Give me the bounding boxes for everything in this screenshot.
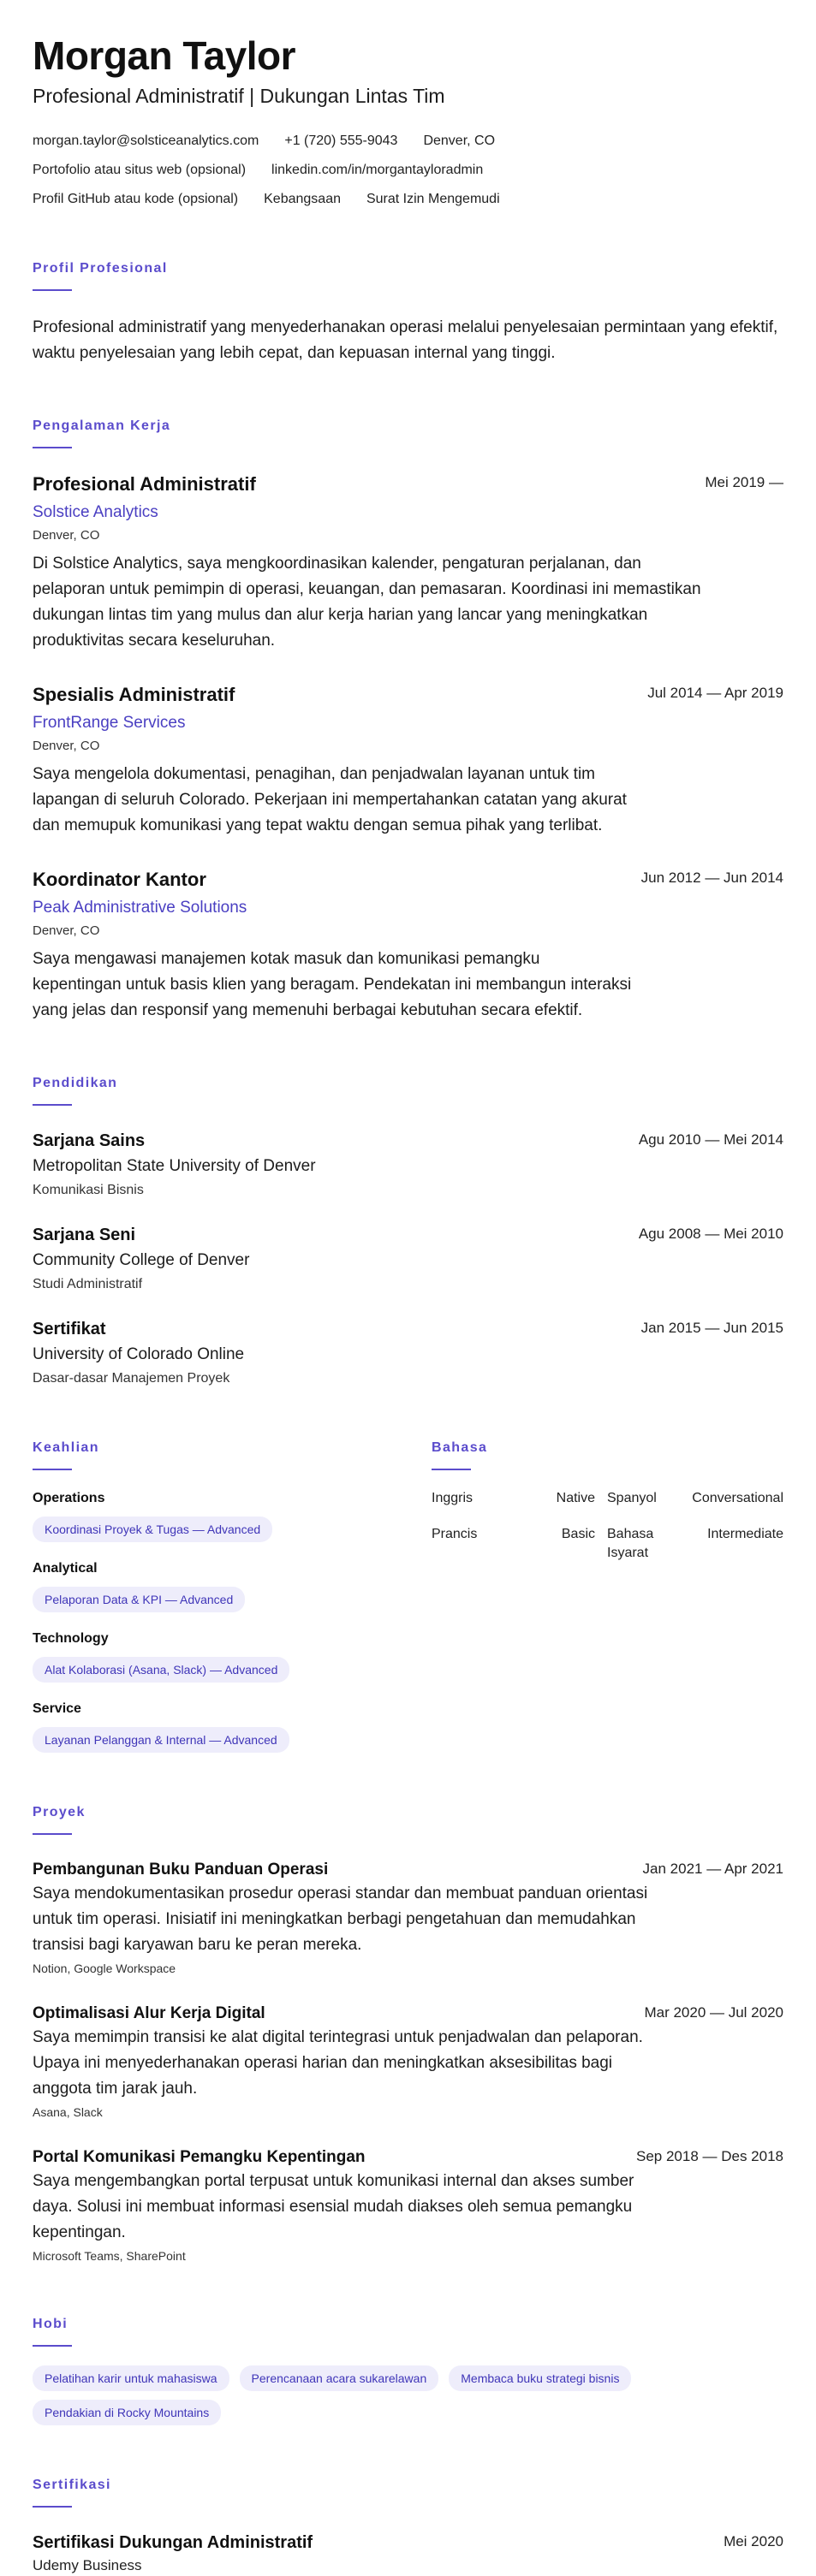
github-link[interactable]: Profil GitHub atau kode (opsional) (33, 192, 239, 206)
study-field: Studi Administratif (33, 1277, 143, 1291)
section-title: Bahasa (432, 1440, 488, 1455)
projects-section (33, 1804, 783, 2264)
section-title: Profil Profesional (33, 261, 168, 276)
linkedin-link[interactable]: linkedin.com/in/morgantayloradmin (271, 163, 484, 177)
skill-group (33, 1489, 432, 1542)
project-tools: Notion, Google Workspace (33, 1962, 176, 1975)
language-level: Basic (561, 1527, 595, 1541)
language-level: Conversational (692, 1491, 783, 1505)
hobbies-section (33, 2316, 783, 2425)
project-entry (33, 1859, 783, 1977)
education-entry (33, 1318, 783, 1388)
project-title: Pembangunan Buku Panduan Operasi (33, 1861, 329, 1879)
education-section (33, 1075, 783, 1388)
certifications-list (33, 2531, 783, 2576)
skill-category: Operations (33, 1491, 105, 1505)
skill-chip: Koordinasi Proyek & Tugas — Advanced (33, 1517, 272, 1542)
skill-chip: Alat Kolaborasi (Asana, Slack) — Advanced (33, 1657, 289, 1683)
project-entry (33, 2003, 783, 2121)
section-title: Keahlian (33, 1440, 99, 1455)
section-divider (33, 1104, 72, 1106)
project-title: Portal Komunikasi Pemangku Kepentingan (33, 2148, 366, 2166)
language-level: Intermediate (707, 1527, 783, 1541)
skill-group (33, 1629, 432, 1683)
experience-section (33, 418, 783, 1024)
skill-chip: Layanan Pelanggan & Internal — Advanced (33, 1727, 289, 1753)
skill-group (33, 1559, 432, 1612)
language-name: Spanyol (607, 1491, 657, 1505)
certification-entry (33, 2531, 783, 2576)
phone-text: +1 (720) 555-9043 (284, 134, 398, 148)
project-dates: Mar 2020 — Jul 2020 (644, 2004, 783, 2021)
job-description: Di Solstice Analytics, saya mengkoordinasikan kalender, pengaturan perjalanan, dan pelaporan untuk pemimpin di operasi, keuangan, dan pemasaran. Koordinasi ini memastikan dukungan lintas tim yang mulus dan alur kerja harian yang lancar yang meningkatkan produktivitas secara keseluruhan. (33, 555, 701, 650)
degree-title: Sarjana Sains (33, 1131, 146, 1150)
language-name: Prancis (432, 1527, 478, 1541)
hobby-chip: Membaca buku strategi bisnis (449, 2365, 631, 2391)
email-link[interactable]: morgan.taylor@solsticeanalytics.com (33, 134, 259, 148)
project-tools: Microsoft Teams, SharePoint (33, 2249, 186, 2263)
candidate-name: Morgan Taylor (33, 33, 296, 78)
language-name: Bahasa Isyarat (607, 1527, 654, 1560)
certification-title: Sertifikasi Dukungan Administratif (33, 2533, 313, 2552)
skills-section (33, 1439, 432, 1753)
section-divider (33, 2345, 72, 2347)
study-field: Komunikasi Bisnis (33, 1183, 144, 1197)
education-list (33, 1130, 783, 1388)
job-title: Koordinator Kantor (33, 869, 206, 890)
nationality-text: Kebangsaan (264, 192, 341, 206)
hobbies-list (33, 2365, 769, 2425)
project-description: Saya memimpin transisi ke alat digital terintegrasi untuk penjadwalan dan pelaporan. Upaya ini menyederhanakan operasi harian dan meningkatkan aksesibilitas bagi anggota tim jarak jauh. (33, 2028, 643, 2098)
language-level: Native (556, 1491, 595, 1505)
job-dates: Jun 2012 — Jun 2014 (640, 870, 783, 886)
resume-header (33, 33, 783, 209)
skills-list (33, 1489, 432, 1753)
job-title: Profesional Administratif (33, 473, 256, 495)
education-entry (33, 1130, 783, 1200)
job-dates: Mei 2019 — (705, 474, 783, 490)
job-location: Denver, CO (33, 528, 100, 543)
languages-list (432, 1489, 783, 1563)
education-dates: Jan 2015 — Jun 2015 (640, 1320, 783, 1336)
project-tools: Asana, Slack (33, 2105, 103, 2119)
project-entry (33, 2146, 783, 2264)
experience-list (33, 472, 783, 1024)
school-name: University of Colorado Online (33, 1345, 245, 1363)
job-dates: Jul 2014 — Apr 2019 (647, 685, 783, 701)
section-divider (33, 1469, 72, 1470)
section-divider (33, 289, 72, 291)
section-divider (33, 1833, 72, 1835)
profile-summary: Profesional administratif yang menyederhanakan operasi melalui penyelesaian permintaan yang efektif, waktu penyelesaian yang lebih cepat, dan kepuasan internal yang tinggi. (33, 318, 778, 362)
skills-languages-row (33, 1439, 783, 1753)
language-name: Inggris (432, 1491, 474, 1505)
project-dates: Jan 2021 — Apr 2021 (642, 1861, 783, 1877)
section-title: Hobi (33, 2317, 68, 2331)
project-description: Saya mengembangkan portal terpusat untuk komunikasi internal dan akses sumber daya. Solusi ini membuat informasi esensial mudah diakses oleh semua pemangku kepentingan. (33, 2172, 634, 2241)
skill-category: Technology (33, 1631, 109, 1646)
job-description: Saya mengelola dokumentasi, penagihan, dan penjadwalan layanan untuk tim lapangan di seluruh Colorado. Pekerjaan ini mempertahankan catatan yang akurat dan memupuk komunikasi yang tepat waktu dengan semua pihak yang terlibat. (33, 765, 627, 834)
skill-category: Service (33, 1701, 81, 1716)
project-description: Saya mendokumentasikan prosedur operasi standar dan membuat panduan orientasi untuk tim operasi. Inisiatif ini meningkatkan berbagi pengetahuan dan memudahkan transisi bagi karyawan baru ke peran mereka. (33, 1885, 648, 1954)
company-name: Solstice Analytics (33, 503, 158, 521)
section-divider (432, 1469, 471, 1470)
profile-section (33, 260, 783, 366)
certification-date: Mei 2020 (724, 2533, 783, 2549)
study-field: Dasar-dasar Manajemen Proyek (33, 1371, 230, 1386)
contact-row (33, 190, 783, 209)
job-location: Denver, CO (33, 739, 100, 753)
section-divider (33, 447, 72, 448)
portfolio-link[interactable]: Portofolio atau situs web (opsional) (33, 163, 247, 177)
job-title: Spesialis Administratif (33, 684, 235, 705)
project-dates: Sep 2018 — Des 2018 (635, 2148, 783, 2164)
company-name: Peak Administrative Solutions (33, 899, 247, 917)
section-title: Pendidikan (33, 1076, 118, 1090)
contact-row (33, 132, 783, 151)
section-divider (33, 2506, 72, 2508)
degree-title: Sarjana Seni (33, 1226, 136, 1244)
job-description: Saya mengawasi manajemen kotak masuk dan komunikasi pemangku kepentingan untuk basis klien yang beragam. Pendekatan ini membangun interaksi yang jelas dan responsif yang memenuhi berbagai kebutuhan secara efektif. (33, 950, 632, 1019)
project-title: Optimalisasi Alur Kerja Digital (33, 2004, 265, 2022)
hobby-chip: Pelatihan karir untuk mahasiswa (33, 2365, 229, 2391)
education-entry (33, 1224, 783, 1294)
projects-list (33, 1859, 783, 2264)
license-text: Surat Izin Mengemudi (366, 192, 500, 206)
contact-row (33, 161, 783, 180)
section-title: Sertifikasi (33, 2478, 111, 2492)
certification-issuer: Udemy Business (33, 2557, 142, 2573)
section-title: Pengalaman Kerja (33, 418, 171, 433)
experience-entry (33, 472, 783, 654)
skill-category: Analytical (33, 1561, 98, 1576)
skill-group (33, 1700, 432, 1753)
location-text: Denver, CO (423, 134, 496, 148)
experience-entry (33, 683, 783, 839)
experience-entry (33, 868, 783, 1024)
hobby-chip: Pendakian di Rocky Mountains (33, 2400, 221, 2425)
skill-chip: Pelaporan Data & KPI — Advanced (33, 1587, 245, 1612)
company-name: FrontRange Services (33, 714, 186, 732)
languages-section (432, 1439, 783, 1753)
school-name: Metropolitan State University of Denver (33, 1157, 316, 1175)
degree-title: Sertifikat (33, 1320, 106, 1338)
certifications-section (33, 2477, 783, 2576)
education-dates: Agu 2010 — Mei 2014 (638, 1131, 783, 1148)
section-title: Proyek (33, 1805, 86, 1819)
job-location: Denver, CO (33, 923, 100, 938)
school-name: Community College of Denver (33, 1251, 250, 1269)
hobby-chip: Perencanaan acara sukarelawan (240, 2365, 439, 2391)
education-dates: Agu 2008 — Mei 2010 (638, 1226, 783, 1242)
candidate-headline: Profesional Administratif | Dukungan Lintas Tim (33, 85, 445, 107)
